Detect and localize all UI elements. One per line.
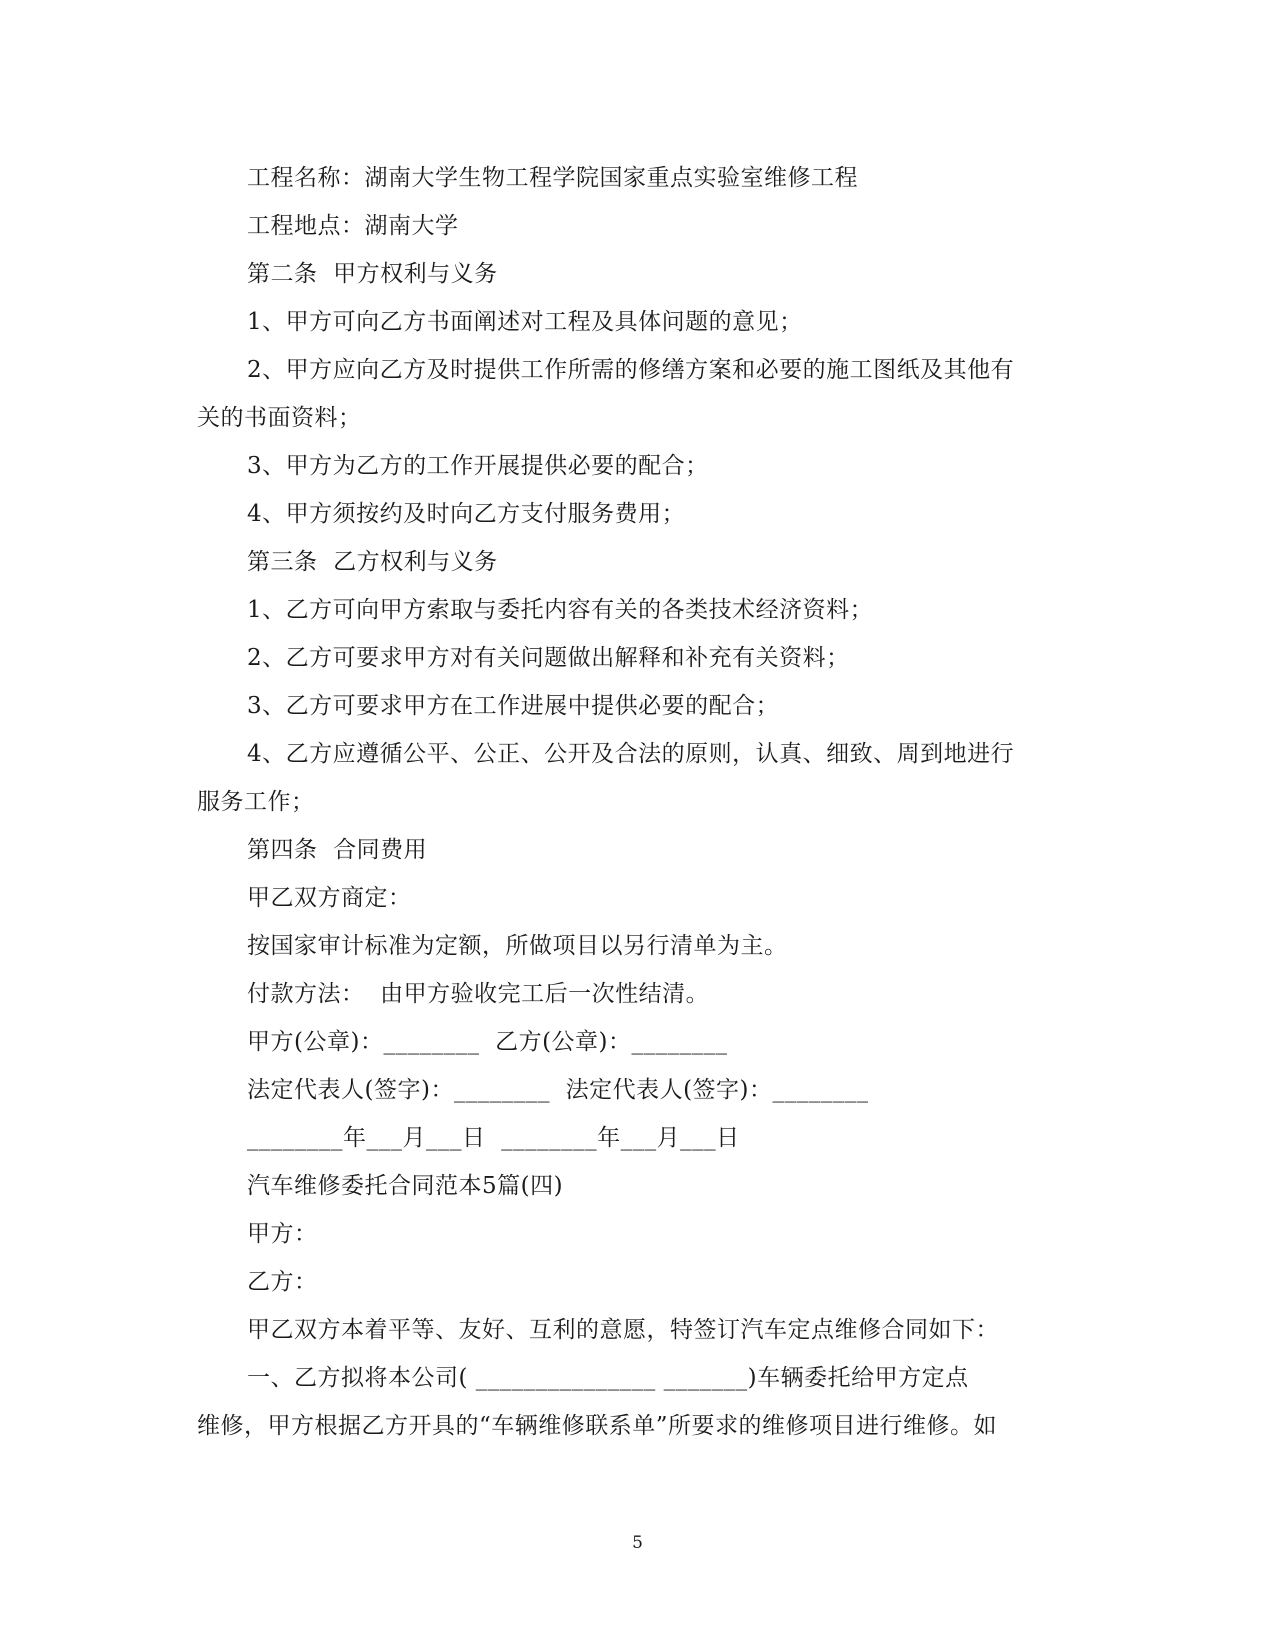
signature-line: 法定代表人(签字)：________ 法定代表人(签字)：________ [247, 1077, 869, 1103]
article-3-item-4: 4、乙方应遵循公平、公正、公开及合法的原则，认真、细致、周到地进行 [247, 741, 1015, 767]
article-4-heading: 第四条 合同费用 [247, 837, 428, 863]
project-name-line: 工程名称：湖南大学生物工程学院国家重点实验室维修工程 [247, 165, 858, 191]
date-line: ________年___月___日 ________年___月___日 [247, 1125, 740, 1151]
article-2-heading: 第二条 甲方权利与义务 [247, 261, 498, 287]
article-2-item-2: 2、甲方应向乙方及时提供工作所需的修缮方案和必要的施工图纸及其他有 [247, 357, 1015, 383]
party-b-line: 乙方： [247, 1269, 318, 1295]
article-3-item-1: 1、乙方可向甲方索取与委托内容有关的各类技术经济资料； [247, 597, 874, 623]
payment-method-line: 付款方法： 由甲方验收完工后一次性结清。 [247, 981, 710, 1007]
agreement-intro-line: 甲乙双方商定： [247, 885, 412, 911]
party-a-line: 甲方： [247, 1221, 318, 1247]
article-3-item-4-continued: 服务工作； [197, 789, 315, 815]
article-3-item-2: 2、乙方可要求甲方对有关问题做出解释和补充有关资料； [247, 645, 850, 671]
article-3-heading: 第三条 乙方权利与义务 [247, 549, 498, 575]
article-2-item-4: 4、甲方须按约及时向乙方支付服务费用； [247, 501, 686, 527]
clause-1-continued: 维修，甲方根据乙方开具的“车辆维修联系单”所要求的维修项目进行维修。如 [197, 1413, 998, 1439]
article-2-item-2-continued: 关的书面资料； [197, 405, 362, 431]
section-title: 汽车维修委托合同范本5篇(四) [247, 1173, 564, 1199]
article-2-item-1: 1、甲方可向乙方书面阐述对工程及具体问题的意见； [247, 309, 803, 335]
article-3-item-3: 3、乙方可要求甲方在工作进展中提供必要的配合； [247, 693, 780, 719]
clause-1-line: 一、乙方拟将本公司( _______________ _______)车辆委托给甲方定点 [247, 1365, 969, 1391]
fee-standard-line: 按国家审计标准为定额，所做项目以另行清单为主。 [247, 933, 788, 959]
seal-line: 甲方(公章)：________ 乙方(公章)：________ [247, 1029, 728, 1055]
project-location-line: 工程地点：湖南大学 [247, 213, 459, 239]
contract-preamble: 甲乙双方本着平等、友好、互利的意愿，特签订汽车定点维修合同如下： [247, 1317, 999, 1343]
article-2-item-3: 3、甲方为乙方的工作开展提供必要的配合； [247, 453, 709, 479]
page-number: 5 [632, 1533, 643, 1553]
